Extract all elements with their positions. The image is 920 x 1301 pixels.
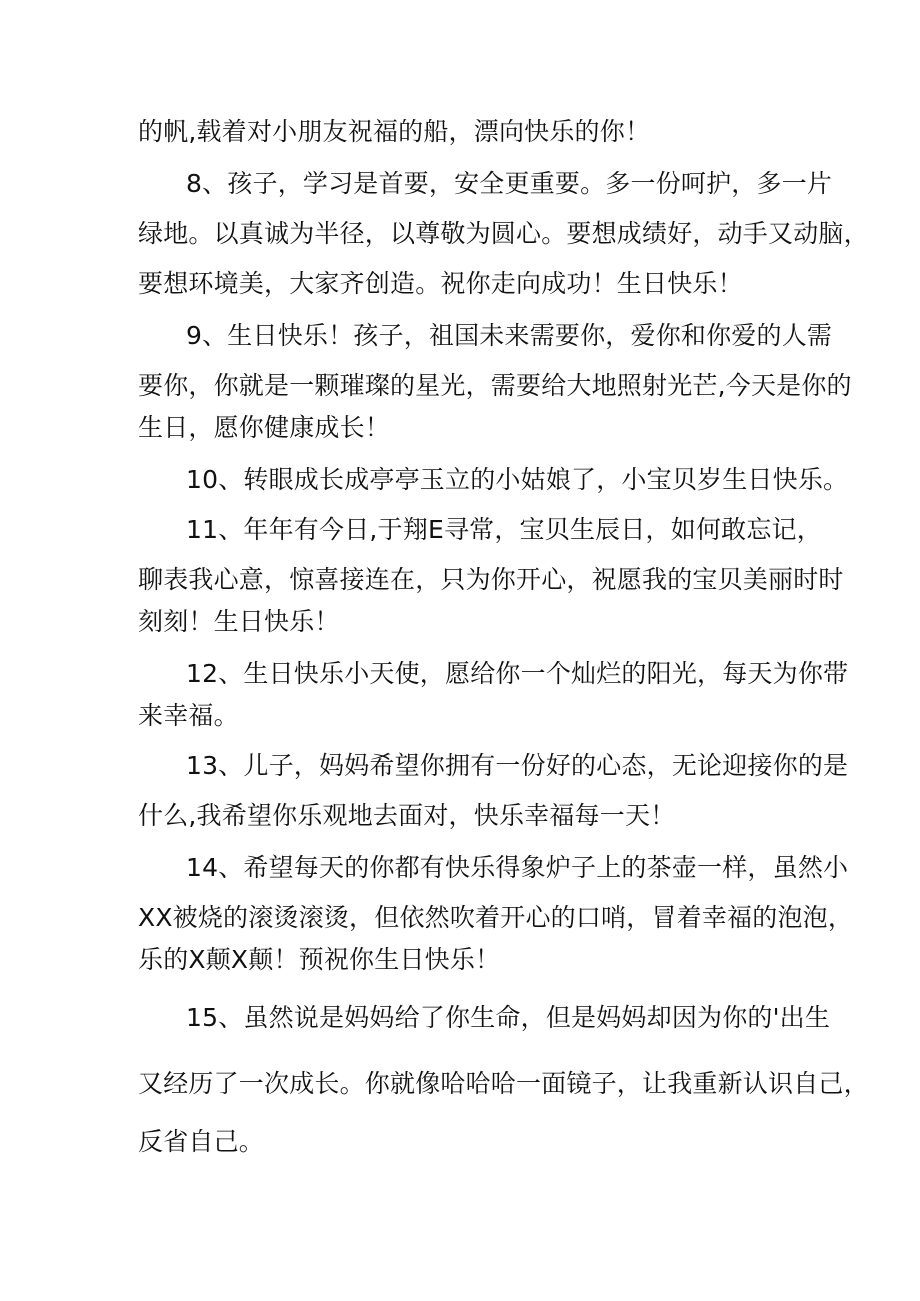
wish-14-line: 14、希望每天的你都有快乐得象炉子上的茶壶一样，虽然小 <box>186 853 849 882</box>
wish-13-line: 13、儿子，妈妈希望你拥有一份好的心态，无论迎接你的是 <box>186 751 849 780</box>
text-line: 来幸福。 <box>138 701 239 730</box>
text-line: 的帆,载着对小朋友祝福的船，漂向快乐的你！ <box>138 117 651 146</box>
text-line: 绿地。以真诚为半径，以尊敬为圆心。要想成绩好，动手又动脑， <box>138 219 869 248</box>
text-line: 反省自己。 <box>138 1127 265 1156</box>
wish-10-line: 10、转眼成长成亭亭玉立的小姑娘了，小宝贝岁生日快乐。 <box>186 465 849 494</box>
text-line: 刻刻！生日快乐！ <box>138 607 340 636</box>
wish-12-line: 12、生日快乐小天使，愿给你一个灿烂的阳光，每天为你带 <box>186 659 849 688</box>
wish-15-line: 15、虽然说是妈妈给了你生命，但是妈妈却因为你的'出生 <box>186 1003 831 1032</box>
text-line: 生日，愿你健康成长！ <box>138 413 391 442</box>
text-line: 要想环境美，大家齐创造。祝你走向成功！生日快乐！ <box>138 269 743 298</box>
text-line: 什么,我希望你乐观地去面对，快乐幸福每一天！ <box>138 801 676 830</box>
text-line: 乐的X颠X颠！预祝你生日快乐！ <box>138 945 501 974</box>
text-line: XX被烧的滚烫滚烫，但依然吹着开心的口哨，冒着幸福的泡泡， <box>138 903 854 932</box>
text-line: 要你，你就是一颗璀璨的星光，需要给大地照射光芒,今天是你的 <box>138 371 852 400</box>
wish-8-line: 8、孩子，学习是首要，安全更重要。多一份呵护，多一片 <box>186 169 833 198</box>
wish-11-line: 11、年年有今日,于翔E寻常，宝贝生辰日，如何敢忘记， <box>186 515 822 544</box>
text-line: 聊表我心意，惊喜接连在，只为你开心，祝愿我的宝贝美丽时时 <box>138 565 844 594</box>
wish-9-line: 9、生日快乐！孩子，祖国未来需要你，爱你和你爱的人需 <box>186 321 833 350</box>
text-line: 又经历了一次成长。你就像哈哈哈一面镜子，让我重新认识自己， <box>138 1069 869 1098</box>
